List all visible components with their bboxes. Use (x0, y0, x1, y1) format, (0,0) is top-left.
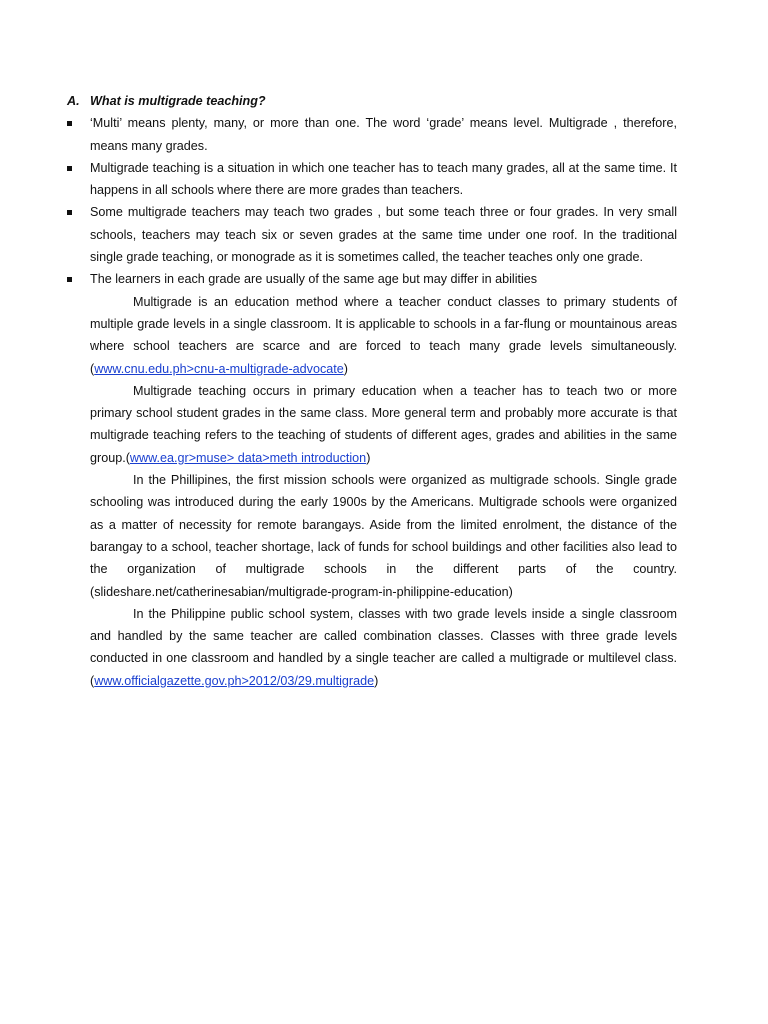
bullet-list (67, 112, 677, 290)
paragraph (67, 291, 677, 380)
square-bullet-icon (67, 166, 72, 171)
source-link-cnu[interactable]: www.cnu.edu.ph>cnu-a-multigrade-advocate (94, 361, 344, 376)
paragraph-text: Multigrade is an education method where a teacher conduct classes to primary students of multiple grade levels in a single classroom. It is applicable to schools in a far-flung or mountainous areas where school teachers are scarce and are forced to teach many grade levels simultaneously. ( (90, 294, 677, 376)
section-heading (67, 90, 677, 112)
paragraph-closing: ) (366, 450, 371, 465)
square-bullet-icon (67, 210, 72, 215)
list-item (67, 157, 677, 202)
list-item-text: Some multigrade teachers may teach two grades , but some teach three or four grades. In very small schools, teachers may teach six or seven grades at the same time under one roof. In the traditional single grade teaching, or monograde as it is sometimes called, the teacher teaches only one grade. (90, 205, 677, 265)
paragraph-text: In the Philippine public school system, classes with two grade levels inside a single classroom and handled by the same teacher are called combination classes. Classes with three grade levels conducted in one classroom and handled by a single teacher are called a multigrade or multilevel class. ( (90, 606, 677, 688)
list-item (67, 201, 677, 268)
paragraph (67, 603, 677, 692)
list-item (67, 112, 677, 157)
list-item-text: The learners in each grade are usually of the same age but may differ in abilities (90, 272, 538, 287)
source-link-ea[interactable]: www.ea.gr>muse> data>meth introduction (129, 450, 367, 465)
list-item-text: ‘Multi’ means plenty, many, or more than one. The word ‘grade’ means level. Multigrade , therefore, means many grades. (90, 116, 677, 153)
paragraph-closing: ) (374, 673, 379, 688)
section-letter: A. (67, 94, 80, 108)
paragraph-text: Multigrade teaching occurs in primary education when a teacher has to teach two or more primary school student grades in the same class. More general term and probably more accurate is that multigrade teaching refers to the teaching of students of different ages, grades and abilities in the same group.( (90, 383, 677, 465)
document-content (67, 90, 677, 692)
paragraph (67, 380, 677, 469)
source-link-officialgazette[interactable]: www.officialgazette.gov.ph>2012/03/29.multigrade (94, 673, 375, 688)
square-bullet-icon (67, 121, 72, 126)
paragraph-text: In the Phillipines, the first mission schools were organized as multigrade schools. Single grade schooling was introduced during the early 1900s by the Americans. Multigrade schools were organized as a matter of necessity for remote barangays. Aside from the limited enrolment, the distance of the barangay to a school, teacher shortage, lack of funds for school buildings and other facilities also lead to the organization of multigrade schools in the different parts of the country.(slideshare.net/catherinesabian/multigrade-program-in-philippine-education) (90, 473, 677, 599)
section-title: What is multigrade teaching? (90, 94, 266, 108)
paragraph-closing: ) (343, 361, 348, 376)
square-bullet-icon (67, 277, 72, 282)
paragraph (67, 469, 677, 603)
list-item (67, 268, 677, 290)
list-item-text: Multigrade teaching is a situation in which one teacher has to teach many grades, all at the same time. It happens in all schools where there are more grades than teachers. (90, 160, 677, 198)
